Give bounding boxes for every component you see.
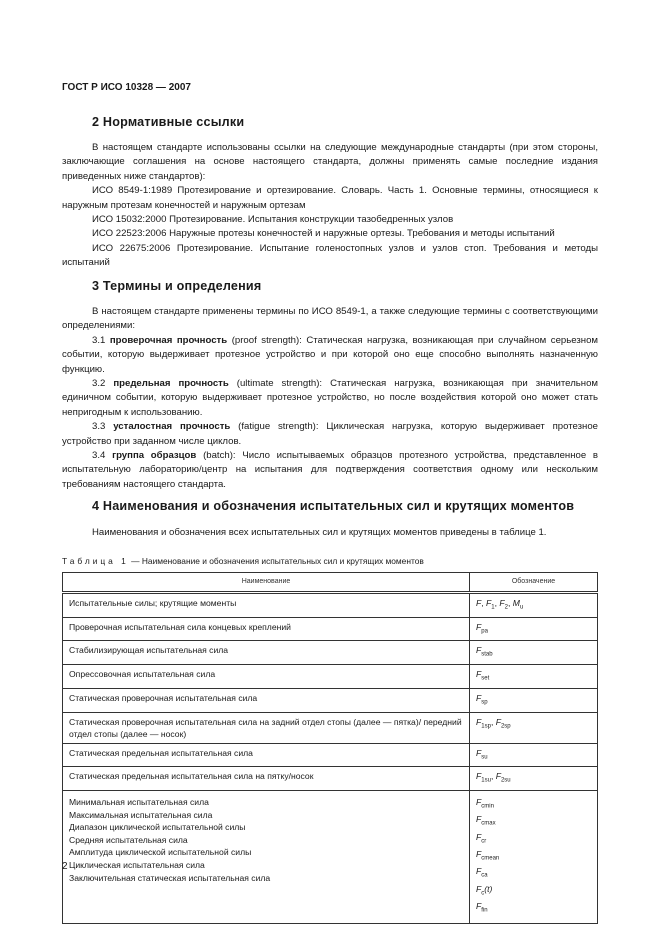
symbol-base: F (476, 771, 482, 782)
force-symbol: $F_{1sp}$, $F_{2sp}$ (476, 716, 511, 730)
symbol-subscript: cmin (481, 803, 494, 810)
symbol-subscript: sp (481, 699, 488, 706)
term-english: (fatigue strength): (238, 421, 319, 433)
force-symbol-cell (470, 712, 598, 743)
symbol-argument: (t) (484, 883, 493, 894)
symbol-subscript: 2sp (500, 723, 511, 730)
section-4-body (62, 526, 598, 540)
table-row (63, 617, 598, 641)
force-symbol (476, 883, 591, 900)
symbol-subscript: 1su (481, 778, 491, 785)
symbol-base: F (476, 645, 482, 656)
term-text: Циклическая нагрузка, которую выдерживает протезное устройство при заданном числе циклов. (62, 421, 599, 447)
reference-item: ИСО 15032:2000 Протезирование. Испытания конструкции тазобедренных узлов (92, 214, 454, 226)
force-name: Амплитуда циклической испытательной силы (69, 847, 252, 858)
symbol-base: F (476, 900, 482, 911)
force-symbol (476, 831, 591, 848)
term: усталостная прочность (113, 421, 231, 433)
column-header-name: Наименование (63, 573, 470, 593)
table-header-row (63, 573, 598, 593)
term: группа образцов (112, 450, 197, 462)
force-symbol-cell (470, 791, 598, 924)
term-number: 3.1 (92, 334, 106, 346)
term-definition (62, 334, 598, 377)
section-2-title: 2 Нормативные ссылки (92, 115, 245, 129)
symbol-base: M (512, 598, 520, 608)
symbol-base: F (476, 814, 482, 825)
force-name: Максимальная испытательная сила (69, 809, 213, 820)
column-header-symbol: Обозначение (470, 573, 598, 593)
reference-item: ИСО 8549-1:1989 Протезирование и ортезирование. Словарь. Часть 1. Основные термины, относящиеся к наружным протезам конечностей и наружным ортезам (62, 185, 598, 211)
term-text: Статическая нагрузка, возникающая при случайном серьезном событии, которую выдерживает протезное устройство и при которой оно еще способно выполнять назначенную функцию. (62, 334, 599, 375)
symbol-base: F (476, 831, 482, 842)
symbol-base: F (476, 621, 482, 632)
forces-table (62, 572, 598, 924)
term-definition (62, 377, 598, 420)
symbol-subscript: 1 (491, 604, 495, 611)
table-row (63, 593, 598, 618)
symbol-subscript: 2su (500, 778, 511, 785)
force-symbol (476, 900, 591, 917)
force-name: Испытательные силы; крутящие моменты (69, 598, 237, 608)
force-name: Минимальная испытательная сила (69, 797, 209, 808)
force-name-cell (63, 743, 470, 767)
symbol-base: F (476, 598, 482, 608)
symbol-subscript: cmean (481, 855, 500, 862)
symbol-subscript: set (481, 675, 490, 682)
table-row (63, 665, 598, 689)
force-name: Заключительная статическая испытательная сила (69, 872, 271, 883)
term-number: 3.2 (92, 378, 106, 390)
force-name-cell (63, 712, 470, 743)
term-definition (62, 420, 598, 449)
term-text: Число испытываемых образцов протезного устройства, представленное в испытательную лабораторию/центр на испытания для подтверждения соответствия одному или нескольким требованиям настоящего стандарта. (62, 450, 599, 490)
table-row (63, 767, 598, 791)
term-number: 3.4 (92, 450, 106, 462)
term-number: 3.3 (92, 421, 106, 433)
force-symbol (476, 848, 591, 865)
table-row (63, 688, 598, 712)
force-name-cell (63, 791, 470, 924)
force-symbol (476, 668, 591, 685)
force-name: Стабилизирующая испытательная сила (69, 645, 229, 656)
symbol-subscript: stab (481, 652, 493, 659)
force-name: Средняя испытательная сила (69, 834, 188, 845)
reference-item: ИСО 22523:2006 Наружные протезы конечностей и наружные ортезы. Требования и методы испытаний (92, 228, 555, 240)
force-symbol-cell (470, 767, 598, 791)
term-text: Статическая нагрузка, возникающая при значительном единичном событии, которую выдерживает протезное устройство, но после воздействия которой оно может стать непригодным к использованию. (62, 378, 599, 418)
force-symbol (476, 796, 591, 813)
force-symbol (476, 621, 591, 638)
symbol-subscript: cr (481, 838, 487, 845)
symbol-subscript: cmax (481, 821, 496, 828)
force-name: Статическая предельная испытательная сила (69, 747, 253, 758)
table-row (63, 641, 598, 665)
symbol-base: F (476, 883, 482, 894)
force-symbol (476, 865, 591, 882)
force-symbol (476, 813, 591, 830)
section-3-body (62, 305, 598, 492)
symbol-subscript: su (481, 754, 488, 761)
symbol-base: F (476, 747, 482, 758)
term-definition (62, 449, 598, 492)
paragraph: В настоящем стандарте использованы ссылки на следующие международные стандарты (при этом стороны, заключающие соглашения на основе настоящего стандарта, должны применять самые последние издания приведенных ниже стандартов): (62, 142, 598, 182)
force-symbol-cell (470, 665, 598, 689)
term-english: (proof strength): (231, 334, 302, 346)
symbol-base: F (476, 866, 482, 877)
section-2-body (62, 141, 598, 271)
table-caption-label: Таблица 1 (62, 556, 129, 566)
term-english: (batch): (203, 450, 236, 462)
paragraph: Наименования и обозначения всех испытательных сил и крутящих моментов приведены в таблице 1. (92, 527, 547, 538)
page-number: 2 (62, 861, 68, 872)
force-name: Проверочная испытательная сила концевых креплений (69, 621, 291, 632)
force-symbol (476, 692, 591, 709)
symbol-base: F (495, 771, 501, 782)
symbol-base: F (476, 797, 482, 808)
force-symbol (476, 644, 591, 661)
section-4-title: 4 Наименования и обозначения испытательных сил и крутящих моментов (92, 499, 575, 513)
force-symbol-cell (470, 617, 598, 641)
table-row (63, 791, 598, 924)
force-name-cell (63, 593, 470, 618)
force-name-cell (63, 617, 470, 641)
table-caption-text: — Наименование и обозначения испытательных сил и крутящих моментов (128, 556, 424, 566)
symbol-subscript: pa (481, 628, 488, 635)
symbol-base: F (476, 716, 482, 727)
force-name: Циклическая испытательная сила (69, 860, 205, 870)
symbol-subscript: u (519, 604, 524, 611)
section-3-title: 3 Термины и определения (92, 279, 262, 293)
paragraph: В настоящем стандарте применены термины по ИСО 8549-1, а также следующие термины с соответствующими определениями: (62, 306, 598, 332)
symbol-subscript: 1sp (481, 723, 491, 730)
force-symbol-cell (470, 641, 598, 665)
force-symbol-cell (470, 593, 598, 618)
table-caption (62, 556, 424, 566)
force-name-cell (63, 665, 470, 689)
term: предельная прочность (113, 378, 229, 390)
symbol-base: F (476, 692, 482, 703)
force-name: Статическая предельная испытательная сила на пятку/носок (69, 771, 314, 782)
term-english: (ultimate strength): (236, 378, 323, 390)
force-name-cell (63, 767, 470, 791)
reference-item: ИСО 22675:2006 Протезирование. Испытание голеностопных узлов и узлов стоп. Требования и методы испытаний (62, 242, 598, 269)
symbol-base: F (476, 848, 482, 859)
force-symbol: $F_{1su}$, $F_{2su}$ (476, 771, 511, 785)
force-symbol (476, 747, 591, 764)
symbol-subscript: 2 (504, 604, 508, 611)
force-name: Статическая проверочная испытательная сила (69, 692, 258, 703)
document-header: ГОСТ Р ИСО 10328 — 2007 (62, 82, 191, 93)
symbol-subscript: c (481, 890, 485, 897)
symbol-base: F (499, 598, 505, 608)
table-row (63, 743, 598, 767)
symbol-base: F (486, 598, 492, 608)
force-name: Опрессовочная испытательная сила (69, 669, 216, 680)
symbol-subscript: fin (481, 907, 488, 914)
force-name-cell (63, 688, 470, 712)
term: проверочная прочность (109, 334, 228, 346)
symbol-base: F (495, 716, 501, 727)
force-symbol: F, $F_1$, $F_2$, $M_u$ (476, 598, 524, 611)
force-name: Статическая проверочная испытательная сила на задний отдел стопы (далее — пятка)/ передний отдел стопы (далее — носок) (69, 716, 462, 739)
symbol-subscript: ca (481, 873, 488, 879)
force-symbol-cell (470, 743, 598, 767)
symbol-base: F (476, 669, 482, 680)
force-name: Диапазон циклической испытательной силы (69, 822, 246, 833)
force-symbol-cell (470, 688, 598, 712)
table-row (63, 712, 598, 743)
force-name-cell (63, 641, 470, 665)
